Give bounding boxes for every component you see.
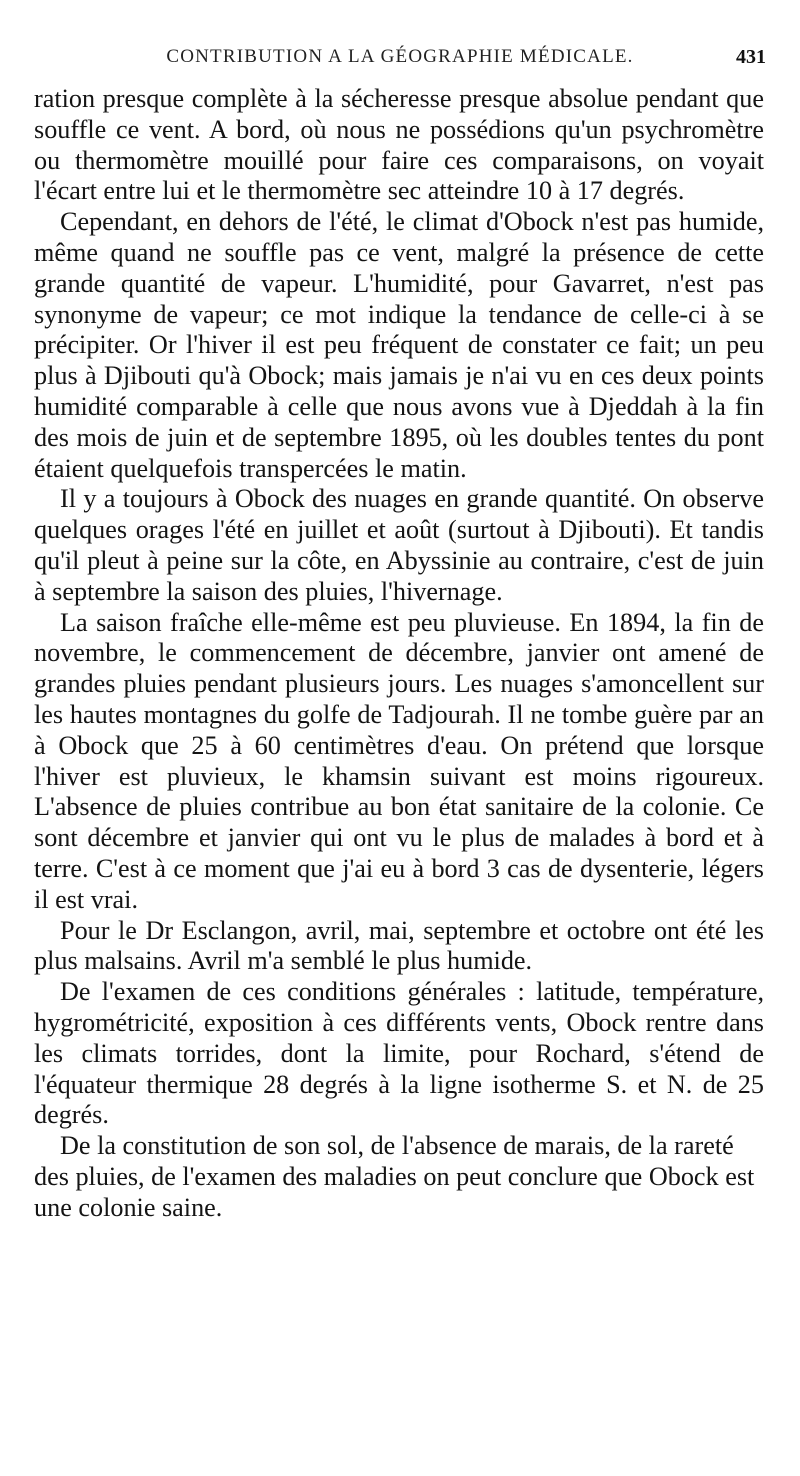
paragraph-4: La saison fraîche elle-même est peu pluvieuse. En 1894, la fin de novembre, le commencement de décembre, janvier ont amené de grandes pluies pendant plusieurs jours. Les nuages s'amoncellent sur les hautes montagnes du golfe de Tadjourah. Il ne tombe guère par an à Obock que 25 à 60 centimètres d'eau. On prétend que lorsque l'hiver est pluvieux, le khamsin suivant est moins rigoureux. L'absence de pluies contribue au bon état sanitaire de la colonie. Ce sont décembre et janvier qui ont vu le plus de malades à bord et à terre. C'est à ce moment que j'ai eu à bord 3 cas de dysenterie, légers il est vrai. [34, 607, 764, 914]
paragraph-7: De la constitution de son sol, de l'absence de marais, de la rareté des pluies, de l'examen des maladies on peut conclure que Obock est une colonie saine. [34, 1131, 755, 1222]
page-number: 431 [736, 46, 766, 68]
body-text [34, 84, 764, 1223]
paragraph-6: De l'examen de ces conditions générales : latitude, température, hygrométricité, exposition à ces différents vents, Obock rentre dans les climats torrides, dont la limite, pour Rochard, s'étend de l'équateur thermique 28 degrés à la ligne isotherme S. et N. de 25 degrés. [34, 977, 764, 1130]
paragraph-3: Il y a toujours à Obock des nuages en grande quantité. On observe quelques orages l'été en juillet et août (surtout à Djibouti). Et tandis qu'il pleut à peine sur la côte, en Abyssinie au contraire, c'est de juin à septembre la saison des pluies, l'hivernage. [34, 484, 764, 606]
paragraph-1: ration presque complète à la sécheresse presque absolue pendant que souffle ce vent. A bord, où nous ne possédions qu'un psychromètre ou thermomètre mouillé pour faire ces comparaisons, on voyait l'écart entre lui et le thermomètre sec atteindre 10 à 17 degrés. [34, 84, 764, 206]
paragraph-5: Pour le Dr Esclangon, avril, mai, septembre et octobre ont été les plus malsains. Avril m'a semblé le plus humide. [34, 915, 764, 976]
paragraph-2: Cependant, en dehors de l'été, le climat d'Obock n'est pas humide, même quand ne souffle pas ce vent, malgré la présence de cette grande quantité de vapeur. L'humidité, pour Gavarret, n'est pas synonyme de vapeur; ce mot indique la tendance de celle-ci à se précipiter. Or l'hiver il est peu fréquent de constater ce fait; un peu plus à Djibouti qu'à Obock; mais jamais je n'ai vu en ces deux points humidité comparable à celle que nous avons vue à Djeddah à la fin des mois de juin et de septembre 1895, où les doubles tentes du pont étaient quelquefois transpercées le matin. [34, 207, 764, 483]
running-title: CONTRIBUTION A LA GÉOGRAPHIE MÉDICALE. [166, 46, 634, 67]
page-header [32, 46, 768, 78]
